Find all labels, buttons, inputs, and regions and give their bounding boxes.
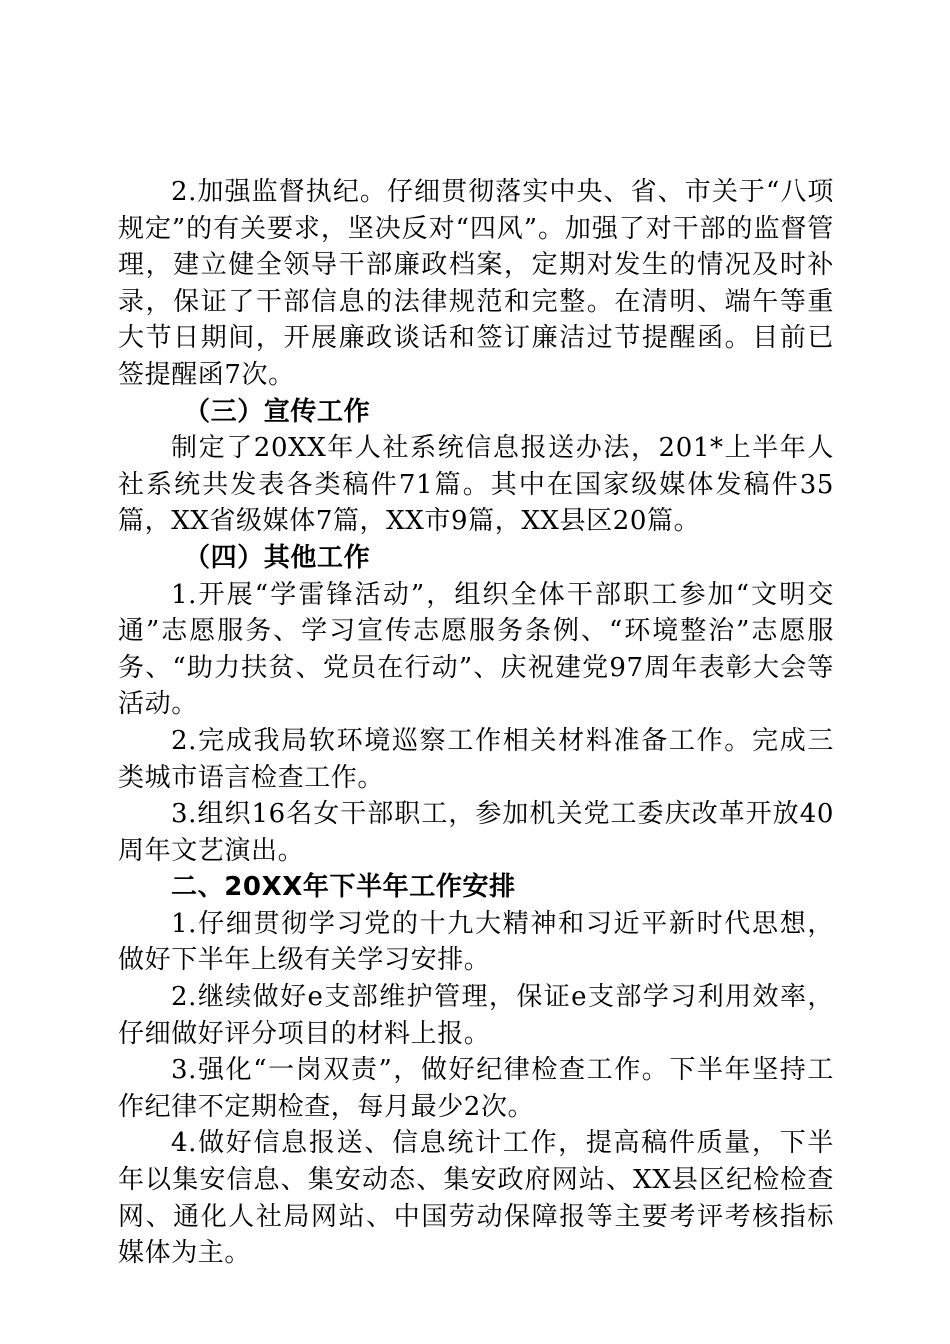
paragraph-publicity-work: 制定了20XX年人社系统信息报送办法，201*上半年人社系统共发表各类稿件71篇。其中在国家级媒体发稿件35篇，XX省级媒体7篇，XX市9篇，XX县区20篇。 <box>118 433 834 537</box>
paragraph-plan-information-reporting: 4.做好信息报送、信息统计工作，提高稿件质量，下半年以集安信息、集安动态、集安政府网站、XX县区纪检检查网、通化人社局网站、中国劳动保障报等主要考评考核指标媒体为主。 <box>118 1128 834 1269</box>
paragraph-plan-study: 1.仔细贯彻学习党的十九大精神和习近平新时代思想，做好下半年上级有关学习安排。 <box>118 908 834 976</box>
document-body <box>118 174 834 1272</box>
paragraph-plan-e-branch: 2.继续做好e支部维护管理，保证e支部学习利用效率，仔细做好评分项目的材料上报。 <box>118 982 834 1049</box>
section-heading-other-work: （四）其他工作 <box>184 542 371 573</box>
paragraph-inspection-materials: 2.完成我局软环境巡察工作相关材料准备工作。完成三类城市语言检查工作。 <box>118 725 834 793</box>
paragraph-volunteer-activities: 1.开展“学雷锋活动”，组织全体干部职工参加“文明交通”志愿服务、学习宣传志愿服务条例、“环境整治”志愿服务、“助力扶贫、党员在行动”、庆祝建党97周年表彰大会等活动。 <box>118 579 834 720</box>
paragraph-plan-discipline-check: 3.强化“一岗双责”，做好纪律检查工作。下半年坚持工作纪律不定期检查，每月最少2次。 <box>118 1055 834 1122</box>
paragraph-supervision-discipline: 2.加强监督执纪。仔细贯彻落实中央、省、市关于“八项规定”的有关要求，坚决反对“四风”。加强了对干部的监督管理，建立健全领导干部廉政档案，定期对发生的情况及时补录，保证了干部信息的法律规范和完整。在清明、端午等重大节日期间，开展廉政谈话和签订廉洁过节提醒函。目前已签提醒函7次。 <box>118 177 834 390</box>
section-heading-second-half-plan: 二、20XX年下半年工作安排 <box>171 872 516 903</box>
section-heading-publicity: （三）宣传工作 <box>184 396 371 427</box>
paragraph-art-performance: 3.组织16名女干部职工，参加机关党工委庆改革开放40周年文艺演出。 <box>118 799 834 866</box>
